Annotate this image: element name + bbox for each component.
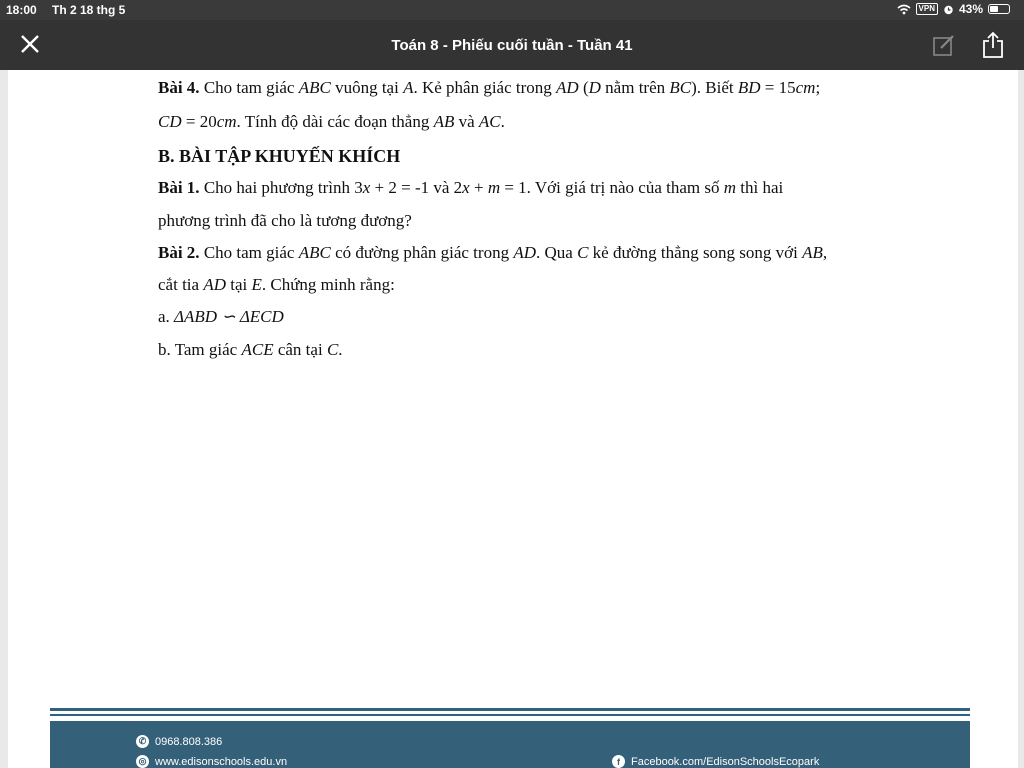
footer-website: [136, 755, 287, 768]
math-var: D: [588, 78, 601, 97]
text: nằm trên: [600, 78, 670, 97]
text: Cho tam giác: [199, 243, 299, 262]
phone-text: 0968.808.386: [155, 735, 223, 748]
math-unit: cm: [795, 78, 816, 97]
text: cắt tia: [158, 275, 204, 294]
text: b. Tam giác: [158, 340, 242, 359]
math-unit: cm: [216, 112, 237, 131]
text: ;: [815, 78, 821, 97]
math-var: m: [487, 178, 501, 197]
status-time: 18:00: [6, 3, 37, 17]
edit-icon: [932, 33, 956, 57]
math-var: BD: [737, 78, 761, 97]
text: . Chứng minh rằng:: [261, 275, 395, 294]
bai4-line-1: [158, 78, 820, 98]
bai2-line-1: [158, 243, 827, 263]
text: .: [338, 340, 343, 359]
document-page[interactable]: [8, 70, 1018, 768]
math-var: AD: [203, 275, 226, 294]
math-var: m: [723, 178, 737, 197]
bai1-line-2: phương trình đã cho là tương đương?: [158, 211, 412, 230]
bai4-line-2: [158, 112, 505, 132]
text: a.: [158, 307, 175, 326]
viewer-toolbar: [0, 20, 1024, 70]
text: . Qua: [536, 243, 578, 262]
bai2-part-a: [158, 307, 284, 327]
text: thì hai: [736, 178, 784, 197]
wifi-icon: [897, 4, 911, 15]
bai2-line-2: [158, 275, 395, 295]
bai2-label: Bài 2.: [158, 243, 200, 262]
text: ). Biết: [691, 78, 738, 97]
share-icon: [982, 31, 1004, 59]
battery-icon: [988, 4, 1010, 14]
math-var: C: [577, 243, 589, 262]
math-var: A: [403, 78, 414, 97]
status-bar: [0, 0, 1024, 20]
math-var: AC: [478, 112, 501, 131]
footer-facebook: [612, 755, 819, 768]
text: = 20: [181, 112, 217, 131]
math-var: AD: [513, 243, 536, 262]
facebook-text: Facebook.com/EdisonSchoolsEcopark: [631, 755, 820, 768]
bai4-label: Bài 4.: [158, 78, 200, 97]
math-var: AB: [433, 112, 455, 131]
text: tại: [225, 275, 252, 294]
globe-icon: ◎: [136, 755, 149, 768]
bai2-part-b: [158, 340, 343, 360]
text: + 2 = -1 và 2: [370, 178, 463, 197]
math-var: ABC: [298, 78, 331, 97]
vpn-badge: VPN: [916, 3, 938, 15]
battery-percent: 43%: [958, 2, 983, 16]
text: = 15: [760, 78, 796, 97]
math-var: AD: [556, 78, 579, 97]
website-text: www.edisonschools.edu.vn: [155, 755, 288, 768]
footer-phone: [136, 735, 222, 748]
math-expression: ΔABD ∽ ΔECD: [174, 307, 284, 326]
text: Cho tam giác: [203, 78, 299, 97]
text: ,: [822, 243, 828, 262]
text: .: [500, 112, 505, 131]
math-var: BC: [669, 78, 692, 97]
math-var: x: [462, 178, 470, 197]
math-var: C: [326, 340, 339, 359]
math-var: ABC: [298, 243, 331, 262]
share-button[interactable]: [982, 31, 1004, 64]
phone-icon: ✆: [136, 735, 149, 748]
math-var: E: [251, 275, 262, 294]
alarm-icon: [943, 4, 954, 15]
math-var: AB: [802, 243, 823, 262]
bai1-label: Bài 1.: [158, 178, 200, 197]
status-date: Th 2 18 thg 5: [52, 3, 126, 17]
text: . Kẻ phân giác trong: [413, 78, 557, 97]
section-heading: B. BÀI TẬP KHUYẾN KHÍCH: [158, 146, 401, 166]
facebook-icon: f: [612, 755, 625, 768]
text: . Tính độ dài các đoạn thẳng: [236, 112, 434, 131]
text: và: [454, 112, 479, 131]
math-var: CD: [158, 112, 182, 131]
page-footer: [50, 721, 970, 768]
text: vuông tại: [330, 78, 404, 97]
text: = 1. Với giá trị nào của tham số: [500, 178, 724, 197]
text: Cho hai phương trình 3: [199, 178, 363, 197]
footer-divider: [50, 708, 970, 711]
document-title: Toán 8 - Phiếu cuối tuần - Tuần 41: [391, 37, 633, 54]
text: (: [578, 78, 589, 97]
bai1-line-1: [158, 178, 783, 198]
text: +: [469, 178, 488, 197]
markup-button[interactable]: [932, 33, 956, 62]
math-var: x: [362, 178, 371, 197]
footer-divider: [50, 714, 970, 716]
text: cân tại: [273, 340, 327, 359]
battery-fill: [990, 6, 998, 12]
math-var: ACE: [241, 340, 274, 359]
text: kẻ đường thẳng song song với: [588, 243, 803, 262]
status-right: [897, 2, 1010, 16]
text: có đường phân giác trong: [330, 243, 514, 262]
